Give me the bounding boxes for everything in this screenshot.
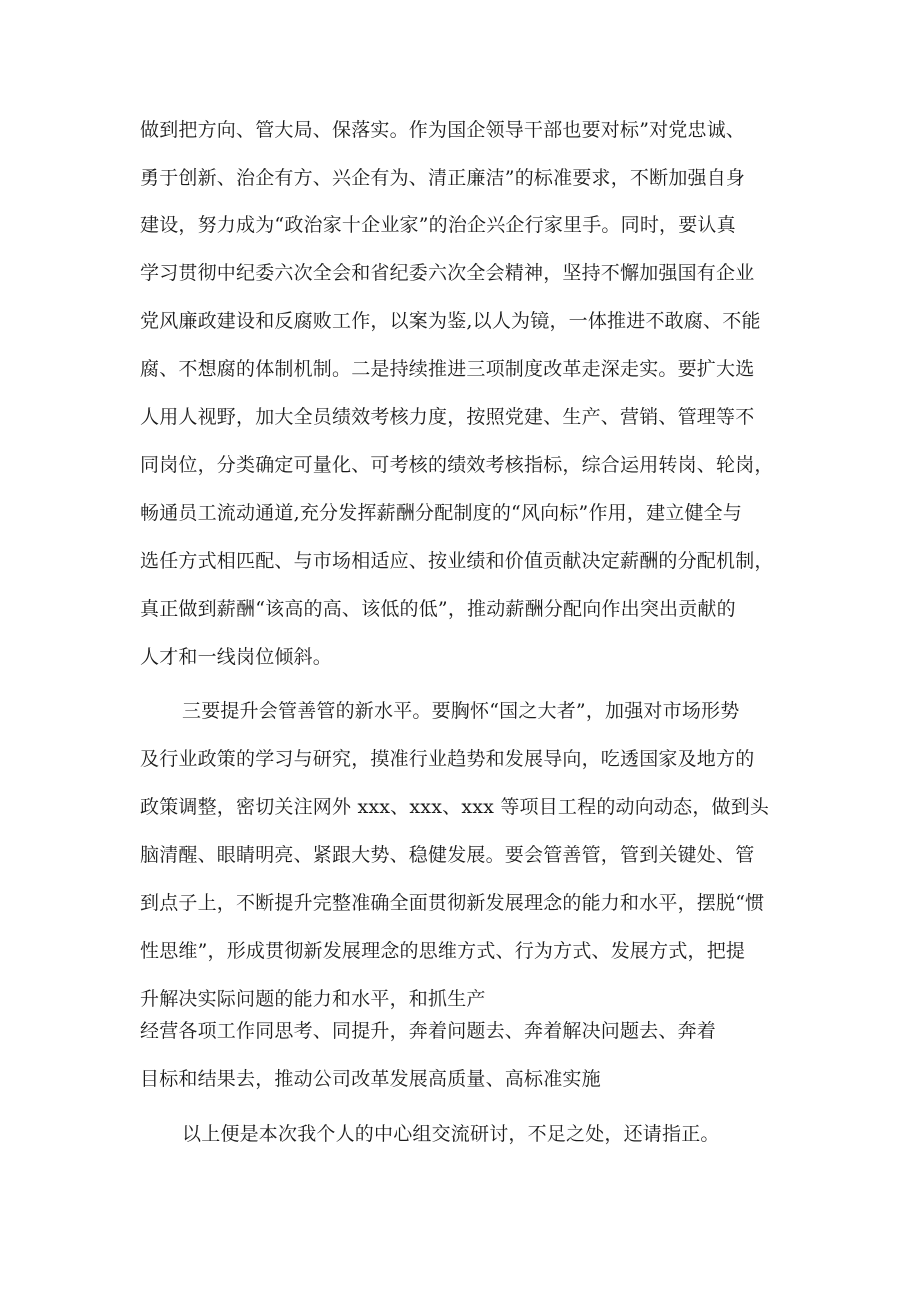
- text-line: 腐、不想腐的体制机制。二是持续推进三项制度改革走深走实。要扩大选: [140, 358, 755, 380]
- text-line: 脑清醒、眼睛明亮、紧跟大势、稳健发展。要会管善管，管到关键处、管: [140, 844, 755, 866]
- text-line: 建设，努力成为“政治家十企业家”的治企兴企行家里手。同时，要认真: [140, 214, 736, 236]
- text-line: 升解决实际问题的能力和水平，和抓生产: [140, 988, 486, 1010]
- text-line: 做到把方向、管大局、保落实。作为国企领导干部也要对标”对党忠诚、: [140, 119, 746, 141]
- text-line: 人用人视野，加大全员绩效考核力度，按照党建、生产、营销、管理等不: [140, 406, 755, 428]
- paragraph-first-line: 三要提升会管善管的新水平。要胸怀“国之大者”，加强对市场形势: [182, 700, 740, 722]
- text-line: 学习贯彻中纪委六次全会和省纪委六次全会精神，坚持不懈加强国有企业: [140, 262, 755, 284]
- text-line: 人才和一线岗位倾斜。: [140, 646, 333, 668]
- text-line: 及行业政策的学习与研究，摸准行业趋势和发展导向，吃透国家及地方的: [140, 748, 755, 770]
- text-line: 经营各项工作同思考、同提升，奔着问题去、奔着解决问题去、奔着: [140, 1020, 717, 1042]
- text-line: 到点子上，不断提升完整准确全面贯彻新发展理念的能力和水平，摆脱“惯: [140, 892, 765, 914]
- text-line: 目标和结果去，推动公司改革发展高质量、高标准实施: [140, 1068, 601, 1090]
- text-line: 党风廉政建设和反腐败工作，以案为鉴,以人为镜，一体推进不敢腐、不能: [140, 310, 761, 332]
- text-line: 畅通员工流动通道,充分发挥薪酬分配制度的“风向标”作用，建立健全与: [140, 502, 743, 524]
- text-line: 性思维”，形成贯彻新发展理念的思维方式、行为方式、发展方式，把提: [140, 940, 746, 962]
- text-line: 选任方式相匹配、与市场相适应、按业绩和价值贡献决定薪酬的分配机制，: [140, 550, 774, 572]
- text-line: 政策调整，密切关注网外 xxx、xxx、xxx 等项目工程的动向动态，做到头: [140, 796, 770, 818]
- text-line: 勇于创新、治企有方、兴企有为、清正廉洁”的标准要求，不断加强自身: [140, 167, 746, 189]
- text-line: 同岗位，分类确定可量化、可考核的绩效考核指标，综合运用转岗、轮岗，: [140, 454, 774, 476]
- closing-line: 以上便是本次我个人的中心组交流研讨，不足之处，还请指正。: [182, 1123, 720, 1145]
- text-line: 真正做到薪酬“该高的高、该低的低”，推动薪酬分配向作出突出贡献的: [140, 598, 736, 620]
